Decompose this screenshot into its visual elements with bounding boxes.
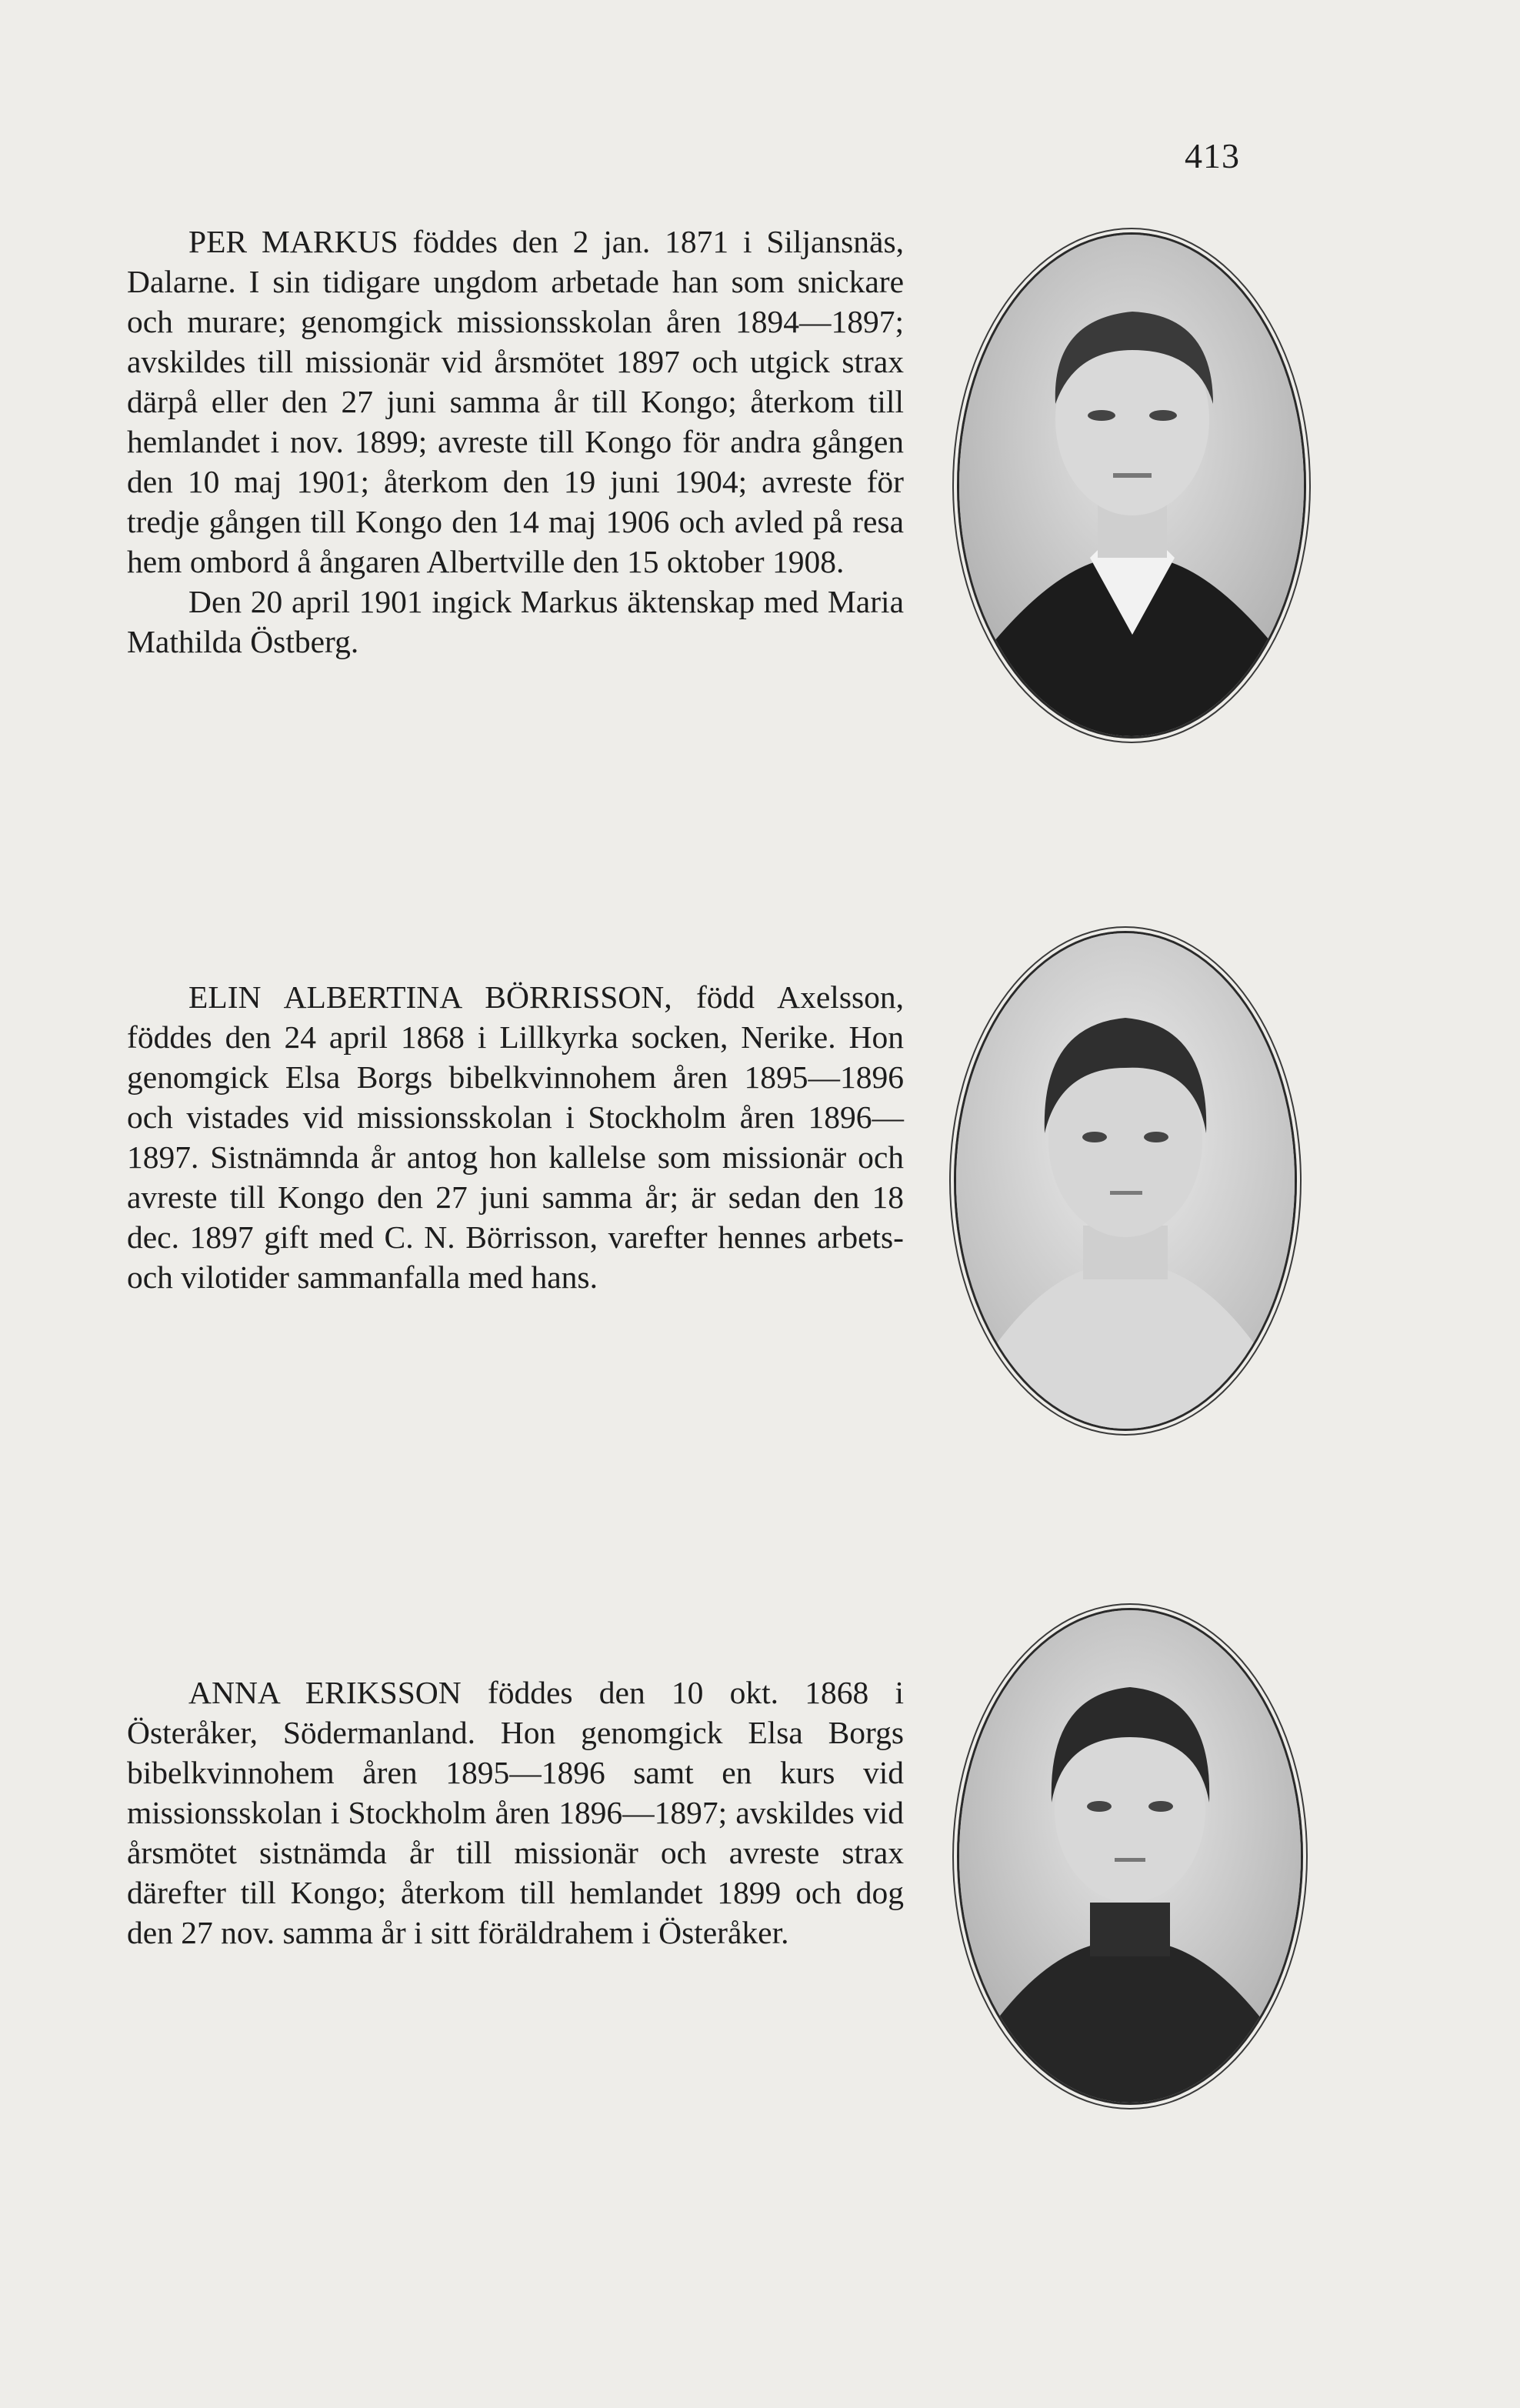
biography-entry-borrisson [127, 977, 904, 1297]
portrait-woman-icon [957, 1608, 1303, 2105]
entry-paragraph: Den 20 april 1901 ingick Markus äktenskap med Maria Mathilda Östberg. [127, 584, 904, 659]
biography-entry-eriksson [127, 1673, 904, 1953]
portrait-man-icon [957, 232, 1306, 739]
page-number: 413 [1185, 136, 1240, 175]
entry-paragraph: PER MARKUS föddes den 2 jan. 1871 i Siljansnäs, Dalarne. I sin tidigare ungdom arbetade han som snickare och murare; genomgick missionsskolan åren 1894—1897; avskildes till missionär vid årsmötet 1897 och utgick strax därpå eller den 27 juni samma år till Kongo; återkom till hemlandet i nov. 1899; avreste till Kongo för andra gången den 10 maj 1901; återkom den 19 juni 1904; avreste för tredje gången till Kongo den 14 maj 1906 och avled på resa hem ombord å ångaren Albertville den 15 oktober 1908. [127, 224, 904, 579]
entry-paragraph: ANNA ERIKSSON föddes den 10 okt. 1868 i Österåker, Södermanland. Hon genomgick Elsa Borgs bibelkvinnohem åren 1895—1896 samt en kurs vid missionsskolan i Stockholm åren 1896—1897; avskildes vid årsmötet sistnämda år till missionär och avreste strax därefter till Kongo; återkom till hemlandet 1899 och dog den 27 nov. samma år i sitt föräldrahem i Österåker. [127, 1675, 904, 1950]
portrait-woman-icon [954, 931, 1297, 1431]
entry-paragraph: ELIN ALBERTINA BÖRRISSON, född Axelsson, föddes den 24 april 1868 i Lillkyrka socken, Nerike. Hon genomgick Elsa Borgs bibelkvinnohem åren 1895—1896 och vistades vid missionsskolan i Stockholm åren 1896—1897. Sistnämnda år antog hon kallelse som missionär och avreste till Kongo den 27 juni samma år; är sedan den 18 dec. 1897 gift med C. N. Börrisson, varefter hennes arbets- och vilotider sammanfalla med hans. [127, 979, 904, 1295]
biography-entry-markus [127, 222, 904, 662]
